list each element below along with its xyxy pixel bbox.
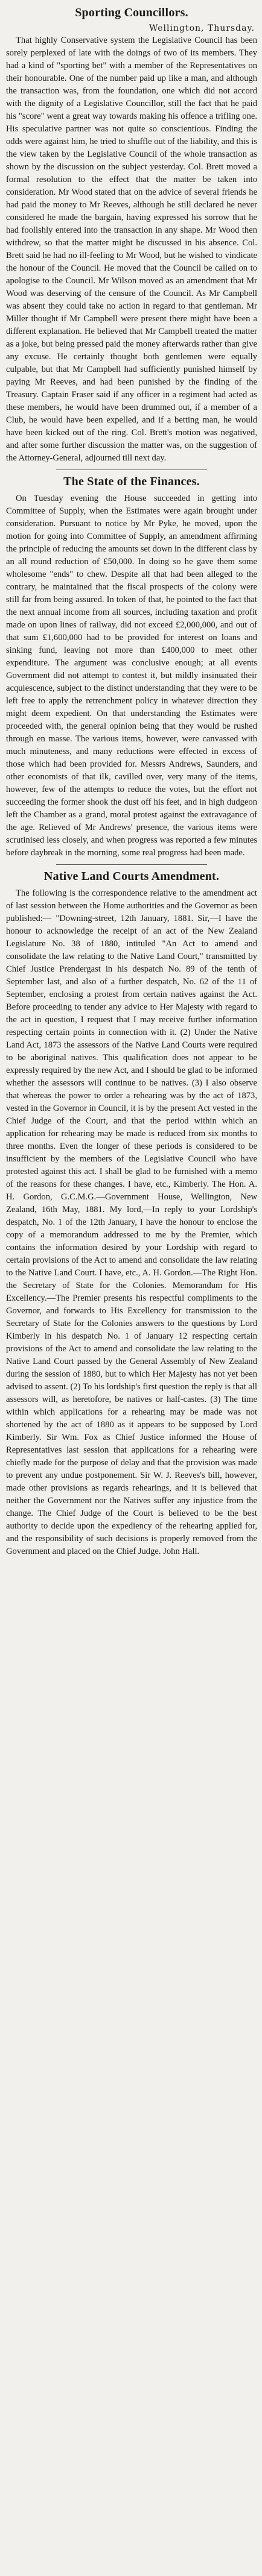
article-paragraph: The following is the correspondence relative to the amendment act of last session between the Home authorities and the Governor as been published:— "Downing-street, 12th January, 1881. Sir,—I have the honour to acknowledge the receipt of an act of the New Zealand Legislature No. 38 of 1880, intituled "An Act to amend and consolidate the law relating to the Native Land Court," transmitted by Chief Justice Prendergast in his despatch No. 89 of the tenth of September last, and also of a further despatch, No. 62 of the 11 of September, enclosing a protest from certain natives against the Act. Before proceeding to tender any advice to Her Majesty with regard to the act in question, I request that I may receive further information respecting certain points in connection with it. (2) Under the Native Land Act, 1873 the assessors of the Native Land Courts were required to be aboriginal natives. This qualification does not appear to be expressly required by the new Act, and I should be glad to be informed whether the assessors will continue to be natives. (3) I also observe that whereas the power to order a rehearing was by the act of 1873, vested in the Governor in Council, it is by the present Act vested in the Chief Judge of the Court, and that the period within which an application for rehearing may be made is reduced from six months to three months. Even the longer of these periods is considered to be insufficient by the members of the Legislative Council who have protested against this act. I shall be glad to be furnished with a memo of the reasons for these changes. I have, etc., Kimberly. The Hon. A. H. Gordon, G.C.M.G.—Government House, Wellington, New Zealand, 16th May, 1881. My lord,—In reply to your Lordship's despatch, No. 1 of the 12th January, I have the honour to enclose the copy of a memorandum addressed to me by the Premier, which contains the information desired by your Lordship with regard to certain provisions of the Act to amend and consolidate the law relating to the Native Land Court. I have, etc., A. H. Gordon.—The Right Hon. the Secretary of State for the Colonies. Memorandum for His Excellency.—The Premier presents his respectful compliments to the Governor, and forwards to His Excellency for transmission to the Secretary of State for the Colonies answers to the questions by Lord Kimberly in his despatch No. 1 of January 12 respecting certain provisions of the Act to amend and consolidate the law relating to the Native Land Court passed by the General Assembly of New Zealand during the session of 1880, but to which Her Majesty has not yet been advised to assent. (2) To his lordship's first question the reply is that all assessors will, as heretofore, be natives or half-castes. (3) The time within which applications for a rehearing may be made was not shortened by the act of 1880 as it appears to be supposed by Lord Kimberly. Sir Wm. Fox as Chief Justice informed the House of Representatives last session that applications for a rehearing were chiefly made for the purpose of delay and that the provision was made to prevent any undue postponement. Sir W. J. Reeves's bill, however, made other provisions as regards rehearings, and it is believed that neither the Government nor the Natives suffer any injustice from the change. The Chief Judge of the Court is believed to be the best authority to decide upon the expediency of the rehearing applied for, and the responsibility of such decisions is properly removed from the Government and placed on the Chief Judge. John Hall. (6, 888, 257, 1556)
article-paragraph: On Tuesday evening the House succeeded in getting into Committee of Supply, when the Estimates were again brought under consideration. Pursuant to notice by Mr Pyke, he moved, upon the motion for going into Committee of Supply, an amendment affirming the principle of reducing the amounts set down in the different class by an all round reduction of £50,000. In doing so he gave them some wholesome "ends" to chew. Despite all that had been alleged to the contrary, he maintained that the fiscal prospects of the colony were still far from being assured. In token of that, he pointed to the fact that the next annual income from all sources, including taxation and profit made on upon lines of railway, did not exceed £2,000,000, and out of that sum £1,600,000 had to be provided for interest on loans and sinking fund, leaving not more than £400,000 to meet other expenditure. The argument was conclusive enough; at all events Government did not attempt to contest it, but mildly insinuated their acquiescence, subject to the distinct understanding that they were to be left free to apply the retrenchment policy in whatever direction they might deem expedient. On that understanding the Estimates were proceeded with, the general opinion being that they would be rushed through en masse. The various items, however, were canvassed with much minuteness, and many reductions were effected in excess of those which had been provided for. Messrs Andrews, Saunders, and other economists of that ilk, cavilled over, very many of the items, however, few of the attempts to reduce the votes, but the effort not succeeding the former shook the dust off his feet, and in high dudgeon left the Chamber as a grand, moral protest against the extravagance of the age. Relieved of Mr Andrews' presence, the various items were scrutinised less closely, and when progress was reported a few minutes before daybreak in the morning, some real progress had been made. (6, 494, 257, 858)
article-heading: Sporting Councillors. (75, 6, 188, 19)
article-heading: The State of the Finances. (63, 475, 200, 488)
article-heading: Native Land Courts Amendment. (43, 870, 220, 883)
article-native-land-courts (6, 870, 257, 1558)
section-divider (56, 864, 207, 865)
dateline: Wellington, Thursday. (149, 24, 255, 33)
article-state-of-finances (6, 475, 257, 859)
article-paragraph: That highly Conservative system the Legislative Council has been sorely perplexed of late with the doings of two of its members. They had a kind of "sporting bet" with a member of the Representatives on their honourable. One of the number paid up like a man, and although the transaction was, from the foundation, one which did not accord with the dignity of a Legislative Councillor, still the fact that he paid his "score" went a great way towards making his offence a trifling one. His speculative partner was not quite so conscientious. Finding the odds were against him, he tried to shuffle out of the liability, and this is the view taken by the Legislative Council of the whole transaction as shown by the discussion on the subject yesterday. Col. Brett moved a formal resolution to the effect that the matter be taken into consideration. Mr Wood stated that on the advice of several friends he had paid the money to Mr Reeves, although he still declared he never considered he made the bargain, having expressed his sorrow that he had foolishly entered into the transaction in any shape. Mr Wood then withdrew, so that the matter might be discussed in his absence. Col. Brett said he had no ill-feeling to Mr Wood, but he wished to vindicate the honour of the Council. He moved that the Council be called on to apologise to the Council. Mr Wilson moved as an amendment that Mr Wood was deserving of the censure of the Council. As Mr Campbell was absent they could take no action in regard to that gentleman. Mr Miller thought if Mr Campbell were present there might have been a different explanation. He believed that Mr Campbell treated the matter as a joke, but being pressed paid the money afterwards rather than give any excuse. He certainly thought both gentlemen were equally culpable, but that Mr Campbell had sufficiently punished himself by paying Mr Reeves, and had been punished by the finding of the Treasury. Captain Fraser said if any officer in a regiment had acted as these members, he would have been drummed out, if a member of a Club, he would have been expelled, and if a betting man, he would have been kicked out of the ring. Col. Brett's motion was negatived, and after some further discussion the matter was, on the suggestion of the Attorney-General, adjourned till next day. (6, 36, 257, 463)
article-sporting-councillors (6, 6, 257, 465)
